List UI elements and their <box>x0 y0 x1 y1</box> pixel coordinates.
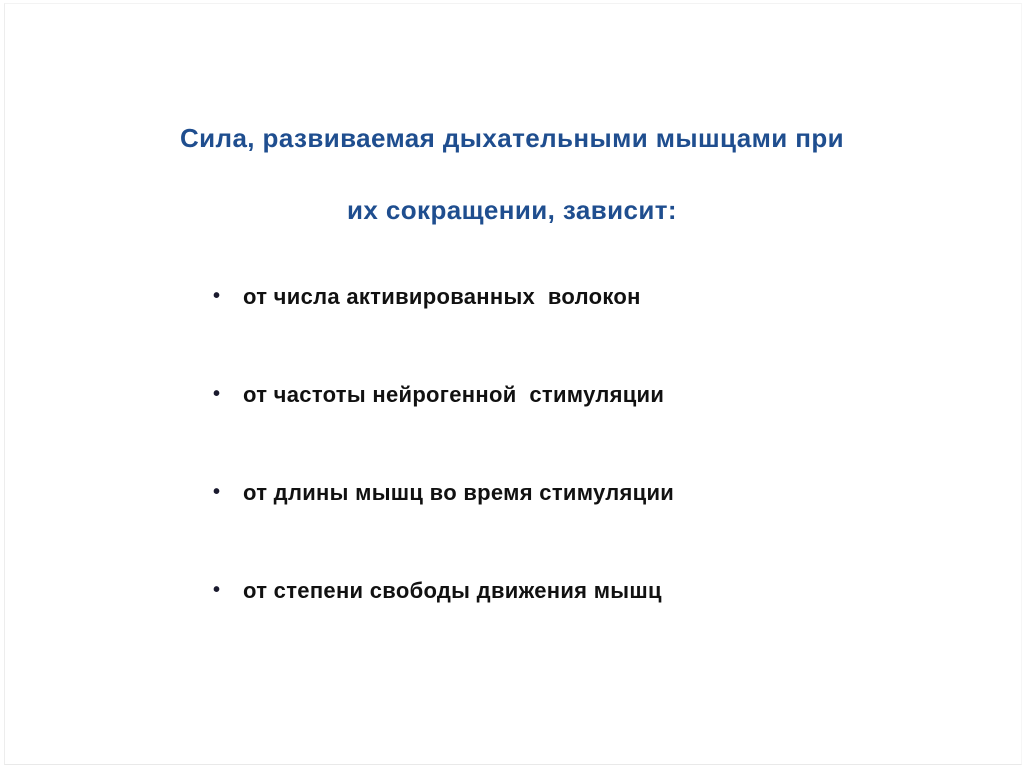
slide-title-line-2: их сокращении, зависит: <box>347 195 677 225</box>
bullet-icon: • <box>213 285 221 307</box>
bullet-text: от числа активированных волокон <box>243 284 641 309</box>
list-item <box>213 283 674 313</box>
list-item <box>213 479 674 509</box>
bullet-text: от частоты нейрогенной стимуляции <box>243 382 665 407</box>
bullet-icon: • <box>213 383 221 405</box>
list-item <box>213 577 674 607</box>
bullet-text: от степени свободы движения мышц <box>243 578 662 603</box>
list-item <box>213 381 674 411</box>
bullet-icon: • <box>213 481 221 503</box>
bullet-text: от длины мышц во время стимуляции <box>243 480 675 505</box>
bullet-icon: • <box>213 579 221 601</box>
slide-title <box>0 122 1024 226</box>
slide-title-line-1: Сила, развиваемая дыхательными мышцами при <box>179 123 845 153</box>
bullet-list <box>213 283 674 675</box>
